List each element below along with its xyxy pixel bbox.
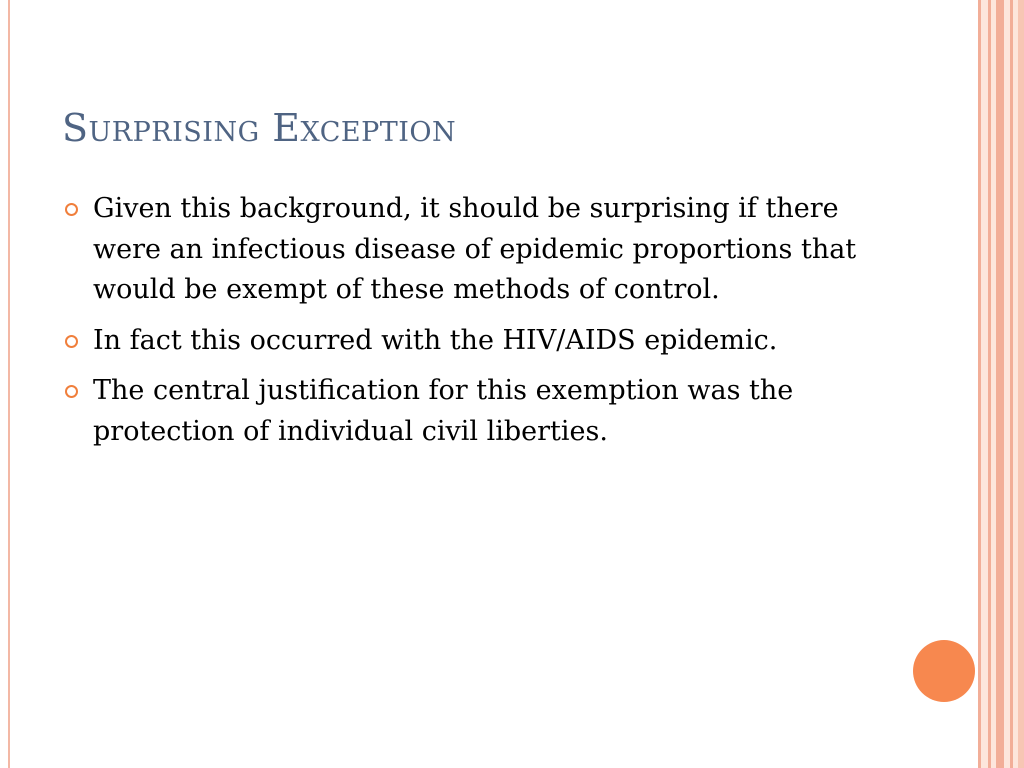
decorative-stripe <box>978 0 981 768</box>
decorative-stripe <box>1018 0 1024 768</box>
left-border-line <box>8 0 10 768</box>
bullet-item <box>62 321 882 362</box>
decorative-stripe <box>1010 0 1013 768</box>
slide-title: Surprising Exception <box>62 106 457 150</box>
decorative-circle <box>913 640 975 702</box>
decorative-stripe <box>988 0 991 768</box>
circle-bullet-icon <box>65 335 78 348</box>
circle-bullet-icon <box>65 385 78 398</box>
bullet-text: In fact this occurred with the HIV/AIDS epidemic. <box>93 324 778 356</box>
bullet-list <box>62 189 882 462</box>
bullet-text: Given this background, it should be surprising if there were an infectious disease of epidemic proportions that would be exempt of these methods of control. <box>93 193 857 305</box>
bullet-item <box>62 371 882 452</box>
bullet-item <box>62 189 882 311</box>
decorative-stripe <box>996 0 1004 768</box>
circle-bullet-icon <box>65 203 78 216</box>
bullet-text: The central justification for this exemption was the protection of individual civil liberties. <box>93 375 794 447</box>
